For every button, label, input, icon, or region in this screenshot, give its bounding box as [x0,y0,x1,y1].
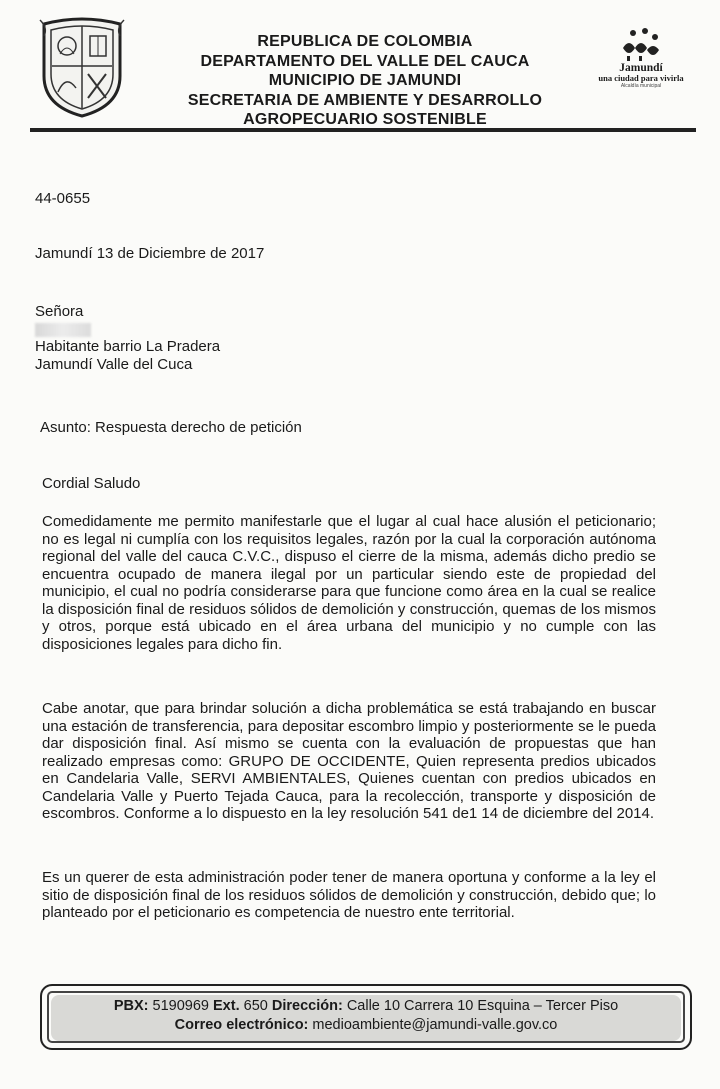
email-value: medioambiente@jamundi-valle.gov.co [312,1017,558,1033]
jamundi-logo-icon [619,28,663,62]
recipient-line: Jamundí Valle del Cuca [35,355,193,373]
contact-footer-inner [51,995,681,1041]
letterhead-line: SECRETARIA DE AMBIENTE Y DESARROLLO [187,91,543,109]
letterhead-line: REPUBLICA DE COLOMBIA [257,33,473,50]
letter-subject: Asunto: Respuesta derecho de petición [40,419,302,436]
header-divider [30,128,696,132]
body-paragraph: Es un querer de esta administración poder tener de manera oportuna y conforme a la ley el sitio de disposición final de los residuos sólidos de demolición y construcción, debido que; lo planteado por el peticionario es competencia de nuestro ente territorial. [42,869,656,921]
letter-date: Jamundí 13 de Diciembre de 2017 [35,245,265,262]
reference-number: 44-0655 [35,190,91,207]
address-value: Calle 10 Carrera 10 Esquina – Tercer Piso [346,998,619,1014]
letterhead-line: MUNICIPIO DE JAMUNDI [268,72,462,89]
body-paragraph: Cabe anotar, que para brindar solución a dicha problemática se está trabajando en buscar una estación de transferencia, para depositar escombro limpio y posteriormente se le pueda dar disposición final. Así mismo se cuenta con la evaluación de propuestas que han realizado empresas como: GRUPO DE OCCIDENTE, Quien representa predios ubicados en Candelaria Valle, SERVI AMBIENTALES, Quienes cuentan con predios ubicados en Candelaria Valle y Puerto Tejada Cauca, para la recolección, transporte y disposición de escombros. Conforme a lo dispuesto en la ley resolución 541 de1 14 de diciembre del 2014. [42,700,656,822]
jamundi-logo [585,28,697,108]
ext-value: 650 [243,998,268,1014]
recipient-line: Habitante barrio La Pradera [35,338,221,355]
letterhead-line: AGROPECUARIO SOSTENIBLE [243,111,487,128]
ext-label: Ext. [213,998,240,1014]
contact-line-phone-address [51,997,681,1016]
recipient-block [35,303,220,373]
logo-caption: Alcaldía municipal [620,83,662,89]
logo-name: Jamundí [619,62,663,74]
pbx-value: 5190969 [152,998,209,1014]
contact-line-email [51,1016,681,1035]
email-label: Correo electrónico: [174,1017,309,1033]
contact-footer [40,984,692,1050]
logo-tagline: una ciudad para vivirla [598,73,684,83]
salutation-title: Señora [35,303,84,320]
coat-of-arms-icon [36,14,128,118]
address-label: Dirección: [271,998,343,1014]
letter-greeting: Cordial Saludo [42,475,141,492]
redacted-recipient-name [35,321,220,339]
body-paragraph: Comedidamente me permito manifestarle que el lugar al cual hace alusión el peticionario; no es legal ni cumplía con los requisitos legales, razón por la cual la corporación autónoma regional del valle del cauca C.V.C., dispuso el cierre de la misma, además dicho predio se encuentra ocupado de manera ilegal por un particular siendo este de propiedad del municipio, el cual no podría considerarse para que funcione como área en la cual se realice la disposición final de residuos sólidos de demolición y construcción, quemas de los mismos y otros, porque está ubicado en el área urbana del municipio y no cumple con las disposiciones legales para dicho fin. [42,513,656,653]
pbx-label: PBX: [113,998,149,1014]
letterhead-line: DEPARTAMENTO DEL VALLE DEL CAUCA [200,52,530,70]
letterhead-title [150,32,580,130]
